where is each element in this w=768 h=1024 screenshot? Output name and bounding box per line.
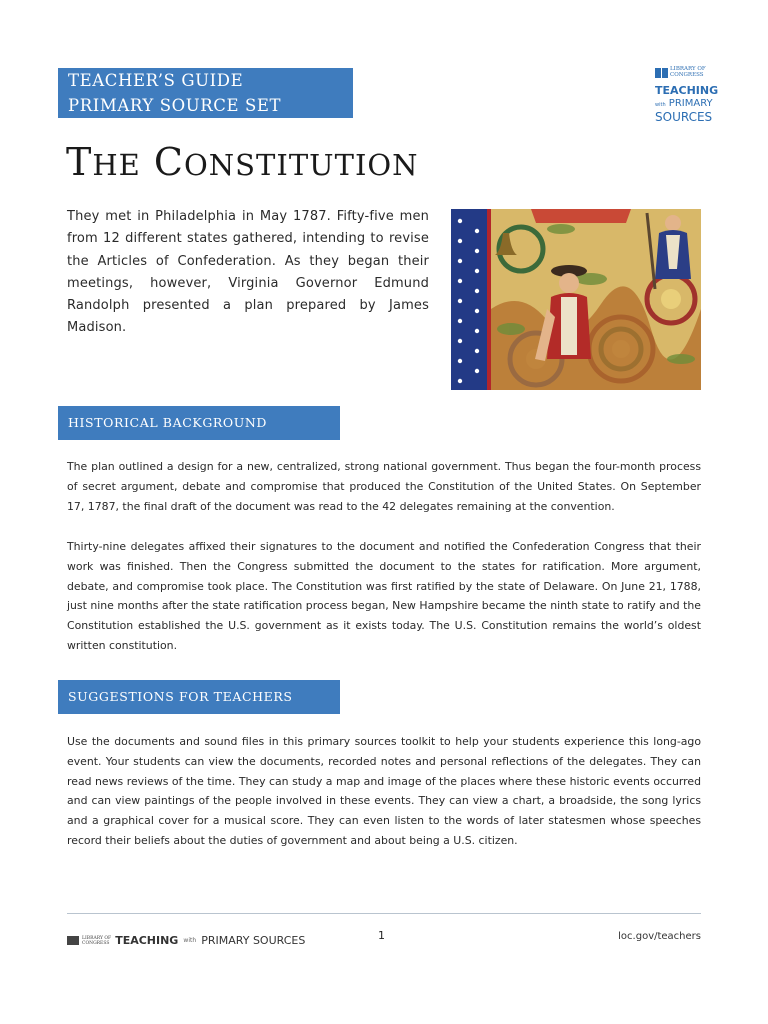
footer-book-icon (67, 936, 79, 945)
logo-with-primary: with PRIMARY (655, 98, 713, 109)
historical-background-heading: HISTORICAL BACKGROUND (58, 406, 340, 440)
footer-loc-text: LIBRARY OF CONGRESS (82, 935, 112, 946)
book-icon (655, 68, 668, 78)
logo-teaching: TEACHING (655, 84, 719, 97)
constitution-painting (451, 209, 701, 390)
footer-with: with (183, 937, 197, 944)
suggestions-heading: SUGGESTIONS FOR TEACHERS (58, 680, 340, 714)
footer-divider (67, 913, 701, 914)
page-title: THE CONSTITUTION (66, 140, 419, 184)
background-paragraph-1: The plan outlined a design for a new, centralized, strong national government. Thus began the four-month process of secret argument, debate and compromise that produced the Constitution of the United States. On September 17, 1787, the final draft of the document was read to the 42 delegates remaining at the convention. (67, 460, 701, 513)
loc-teaching-logo[interactable] (655, 66, 719, 124)
footer-primary-sources: PRIMARY SOURCES (201, 934, 306, 947)
page-number: 1 (378, 929, 385, 942)
intro-paragraph: They met in Philadelphia in May 1787. Fifty-five men from 12 different states gathered, intending to revise the Articles of Confederation. As they began their meetings, however, Virginia Governor Edmund Randolph presented a plan prepared by James Madison. (67, 209, 429, 336)
logo-loc-text: LIBRARY OF CONGRESS (670, 66, 706, 78)
banner-line-1: TEACHER’S GUIDE (68, 71, 244, 90)
guide-banner (58, 68, 353, 118)
footer-teaching: TEACHING (115, 934, 179, 947)
suggestions-paragraph: Use the documents and sound files in this primary sources toolkit to help your students experience this long-ago event. Your students can view the documents, recorded notes and personal reflections of the delegates. They can read news reviews of the time. They can study a map and image of the places where these historic events occurred and can view paintings of the people involved in these events. They can view a chart, a broadside, the song lyrics and a graphical cover for a musical score. They can even listen to the words of later statesmen whose speeches record their beliefs about the duties of government and about being a U.S. citizen. (67, 735, 701, 847)
background-paragraph-2: Thirty-nine delegates affixed their signatures to the document and notified the Confederation Congress that their work was finished. Then the Congress submitted the document to the states for ratification. More argument, debate, and compromise took place. The Constitution was first ratified by the state of Delaware. On June 21, 1788, just nine months after the state ratification process began, New Hampshire became the ninth state to ratify and the Constitution established the U.S. government as it exists today. The U.S. Constitution remains the world’s oldest written constitution. (67, 540, 701, 652)
logo-sources: SOURCES (655, 110, 713, 124)
footer-url-link[interactable]: loc.gov/teachers (618, 931, 701, 942)
footer-logo[interactable] (67, 930, 305, 946)
banner-line-2: PRIMARY SOURCE SET (68, 96, 282, 115)
